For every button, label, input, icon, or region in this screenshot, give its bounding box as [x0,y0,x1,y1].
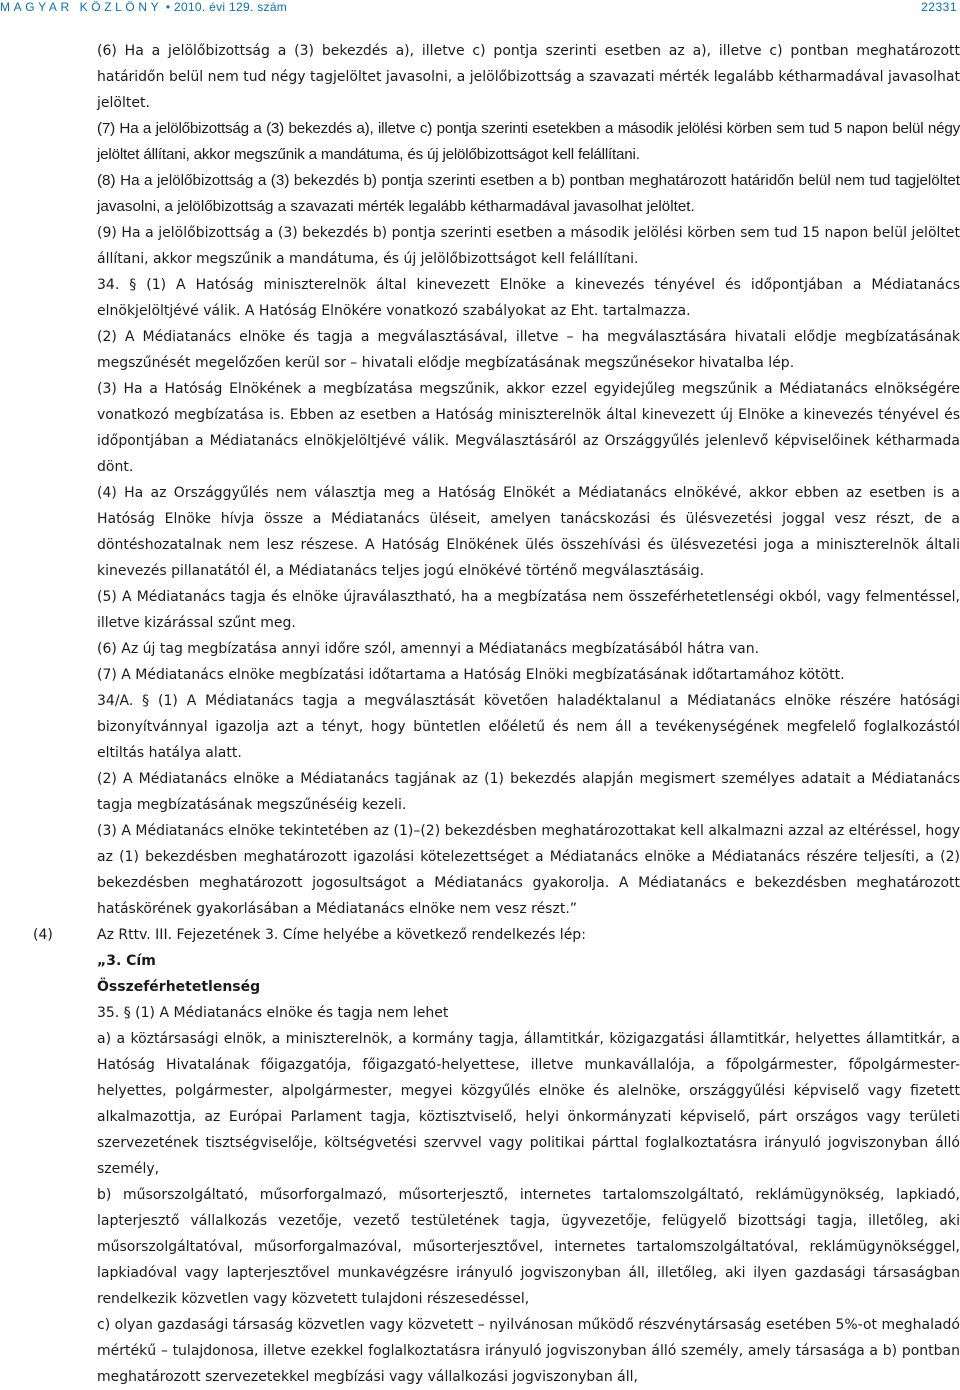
paragraph-8: (8) Ha a jelölőbizottság a (3) bekezdés b) pontja szerinti esetben a b) pontban meghatározott határidőn belül nem tud tagjelöltet javasolni, a jelölőbizottság a szavazati mérték legalább kétharmadával javasolhat jelöltet. [97,172,960,215]
section-34-2: (2) A Médiatanács elnöke és tagja a megválasztásával, illetve – ha megválasztására hivatali elődje megbízatásának megszűnését megelőzően kerül sor – hivatali elődje megbízatásának megszűnésekor hivatalba lép. [97,329,960,371]
section-34-1: 34. § (1) A Hatóság miniszterelnök által kinevezett Elnöke a kinevezés tényével és időpontjában a Médiatanács elnökjelöltjévé válik. A Hatóság Elnökére vonatkozó szabályokat az Eht. tartalmazza. [97,277,960,319]
paragraph-7: (7) Ha a jelölőbizottság a (3) bekezdés a), illetve c) pontja szerinti esetekben a második jelölési körben sem tud 5 napon belül négy jelöltet állítani, akkor megszűnik a mandátuma, és új jelölőbizottságot kell felállítani. [97,120,960,163]
section-34a-2: (2) A Médiatanács elnöke a Médiatanács tagjának az (1) bekezdés alapján megismert személyes adatait a Médiatanács tagja megbízatásának megszűnéséig kezeli. [97,771,960,813]
section-34a-3: (3) A Médiatanács elnöke tekintetében az (1)–(2) bekezdésben meghatározottakat kell alkalmazni azzal az eltéréssel, hogy az (1) bekezdésben meghatározott igazolási kötelezettséget a Médiatanács elnöke a Médiatanács részére teljesíti, a (2) bekezdésben meghatározott jogosultságot a Médiatanács gyakorolja. A Médiatanács e bekezdésben meghatározott hatáskörének gyakorlásában a Médiatanács elnöke nem vesz részt.” [97,823,960,917]
chapter-title-number: „3. Cím [97,953,156,969]
section-34-7: (7) A Médiatanács elnöke megbízatási időtartama a Hatóság Elnöki megbízatásának időtartamához kötött. [97,667,845,683]
section-35-point-b: b) műsorszolgáltató, műsorforgalmazó, műsorterjesztő, internetes tartalomszolgáltató, reklámügynökség, lapkiadó, lapterjesztő vállalkozás vezetője, vezető testületének tagja, ügyvezetője, felügyelő bizottsági tagja, illetőleg, aki műsorszolgáltatóval, műsorforgalmazóval, műsorterjesztővel, internetes tartalomszolgáltatóval, reklámügynökséggel, lapkiadóval vagy lapterjesztővel munkavégzésre irányuló jogviszonyban áll, illetőleg, aki ilyen gazdasági társaságban rendelkezik közvetlen vagy közvetett tulajdoni részesedéssel, [97,1187,960,1307]
paragraph-9: (9) Ha a jelölőbizottság a (3) bekezdés b) pontja szerinti esetben a második jelölési körben sem tud 15 napon belül jelöltet állítani, akkor megszűnik a mandátuma, és új jelölőbizottságot kell felállítani. [97,225,960,267]
page-header [0,0,960,14]
section-35-point-a: a) a köztársasági elnök, a miniszterelnök, a kormány tagja, államtitkár, közigazgatási államtitkár, helyettes államtitkár, a Hatóság Hivatalának főigazgatója, főigazgató-helyettese, illetve munkavállalója, a főpolgármester, főpolgármester-helyettes, polgármester, alpolgármester, megyei közgyűlés elnöke és alelnöke, országgyűlési képviselő vagy fizetett alkalmazottja, az Európai Parlament tagja, köztisztviselő, helyi önkormányzati képviselő, párt országos vagy területi szervezetének tisztségviselője, költségvetési szervvel vagy politikai párttal foglalkoztatásra irányuló jogviszonyban álló személy, [97,1031,960,1177]
item-text: Az Rttv. III. Fejezetének 3. Címe helyébe a következő rendelkezés lép: [97,927,586,943]
paragraph-6: (6) Ha a jelölőbizottság a (3) bekezdés a), illetve c) pontja szerinti esetben az a), illetve c) pontban meghatározott határidőn belül nem tud négy tagjelöltet javasolni, a jelölőbizottság a szavazati mérték legalább kétharmadával javasolhat jelöltet. [97,43,960,111]
header-bullet: • [165,0,171,14]
item-number: (4) [33,927,53,943]
section-35-1: 35. § (1) A Médiatanács elnöke és tagja nem lehet [97,1005,449,1021]
section-35-point-c: c) olyan gazdasági társaság közvetlen vagy közvetett – nyilvánosan működő részvénytársaság esetében 5%-ot meghaladó mértékű – tulajdonosa, illetve ezekkel foglalkoztatásra irányuló jogviszonyban álló személy, amely társasága a b) pontban meghatározott szervezetekkel megbízási vagy vállalkozási jogviszonyban áll, [97,1317,960,1385]
section-34-3: (3) Ha a Hatóság Elnökének a megbízatása megszűnik, akkor ezzel egyidejűleg megszűnik a Médiatanács elnökségére vonatkozó megbízatása is. Ebben az esetben a Hatóság miniszterelnök által kinevezett új Elnöke a kinevezés tényével és időpontjában a Médiatanács elnökjelöltjévé válik. Megválasztásáról az Országgyűlés jelenlevő képviselőinek kétharmada dönt. [97,381,960,475]
issue-label: 2010. évi 129. szám [174,0,288,14]
section-34-4: (4) Ha az Országgyűlés nem választja meg a Hatóság Elnökét a Médiatanács elnökévé, akkor ebben az esetben is a Hatóság Elnöke hívja össze a Médiatanács üléseit, amelyen tanácskozási és ülésvezetési joggal vesz részt, de a döntéshozatalnak nem lesz részese. A Hatóság Elnökének ülés összehívási és ülésvezetési joga a miniszterelnök általi kinevezés pillanatától él, a Médiatanács teljes jogú elnökévé történő megválasztásáig. [97,485,960,579]
chapter-title-name: Összeférhetetlenség [97,979,261,995]
page-number: 22331 [921,0,957,14]
section-34-6: (6) Az új tag megbízatása annyi időre szól, amennyi a Médiatanács megbízatásából hátra van. [97,641,760,657]
amendment-item-4 [33,922,960,948]
section-34-5: (5) A Médiatanács tagja és elnöke újraválasztható, ha a megbízatása nem összeférhetetlenségi okból, vagy felmentéssel, illetve kizárással szűnt meg. [97,589,960,631]
section-34a-1: 34/A. § (1) A Médiatanács tagja a megválasztását követően haladéktalanul a Médiatanács elnöke részére hatósági bizonyítvánnyal igazolja azt a tényt, hogy büntetlen előéletű és nem áll a tevékenységének megfelelő foglalkozástól eltiltás hatálya alatt. [97,693,960,761]
header-left [0,0,287,14]
document-body [33,38,960,1390]
publication-name: MAGYAR KÖZLÖNY [0,0,163,14]
